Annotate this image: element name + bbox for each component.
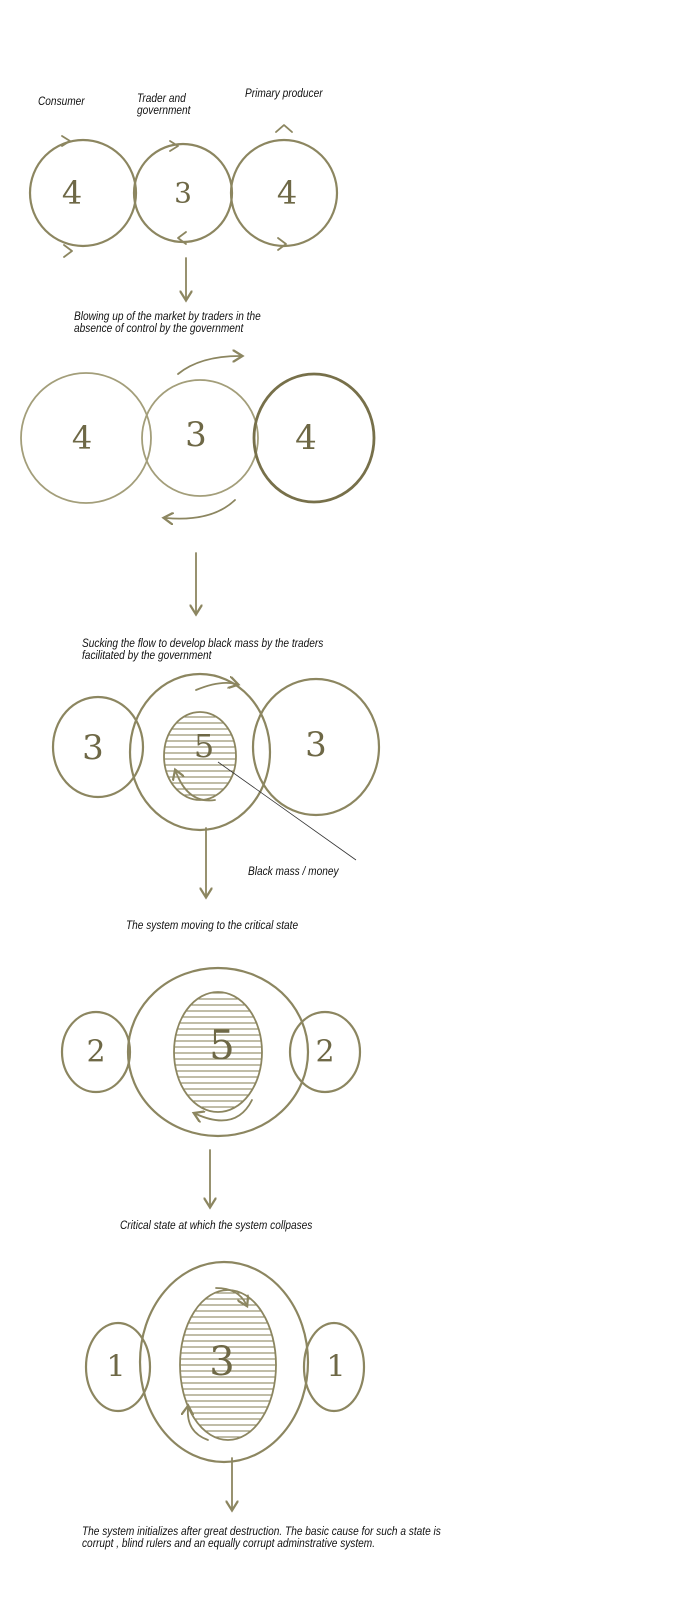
stage-1 [30,125,337,298]
stage4-producer-number: 2 [315,1034,335,1070]
caption-stage-4: Critical state at which the system collpases [120,1220,313,1232]
caption-stage-5: The system initializes after great destruction. The basic cause for such a state is corrupt , blind rulers and an equally corrupt adminstrative system. [82,1526,441,1550]
stage5-consumer-number: 1 [106,1349,126,1385]
caption-stage-2: Sucking the flow to develop black mass by the traders facilitated by the government [82,638,324,662]
stage3-producer-number: 3 [305,725,327,765]
trader-government-label: Trader and government [137,93,191,117]
caption-stage-1: Blowing up of the market by traders in the absence of control by the government [74,311,261,335]
upper-flow-arrow-icon [178,356,240,374]
stage3-consumer-number: 3 [82,728,104,768]
flow-arrow-icon [276,125,292,132]
stage2-producer-number: 4 [295,418,317,458]
stage4-mass-number: 5 [209,1023,235,1069]
stage-2 [21,356,374,612]
primary-producer-label: Primary producer [245,88,323,100]
stage-3 [53,674,379,895]
flow-arrow-icon [278,238,286,250]
lower-flow-arrow-icon [166,500,235,519]
stage4-consumer-number: 2 [86,1034,106,1070]
stage5-producer-number: 1 [326,1349,346,1385]
stage5-mass-number: 3 [209,1339,235,1385]
stage1-producer-number: 4 [276,174,298,212]
stage3-mass-number: 5 [193,727,215,765]
consumer-label: Consumer [38,96,85,108]
stage1-consumer-number: 4 [61,174,83,212]
upper-flow-arrow-icon [196,683,236,690]
stage1-trader-number: 3 [174,176,192,210]
caption-stage-3: The system moving to the critical state [126,920,299,932]
stage2-consumer-number: 4 [71,419,93,457]
stage-4 [62,968,360,1205]
stage2-trader-number: 3 [185,415,207,455]
black-mass-label: Black mass / money [248,866,339,878]
stage1-consumer-circle [30,140,136,246]
stage-5 [86,1262,364,1508]
flow-arrow-icon [62,136,70,146]
flow-arrow-icon [64,245,72,257]
